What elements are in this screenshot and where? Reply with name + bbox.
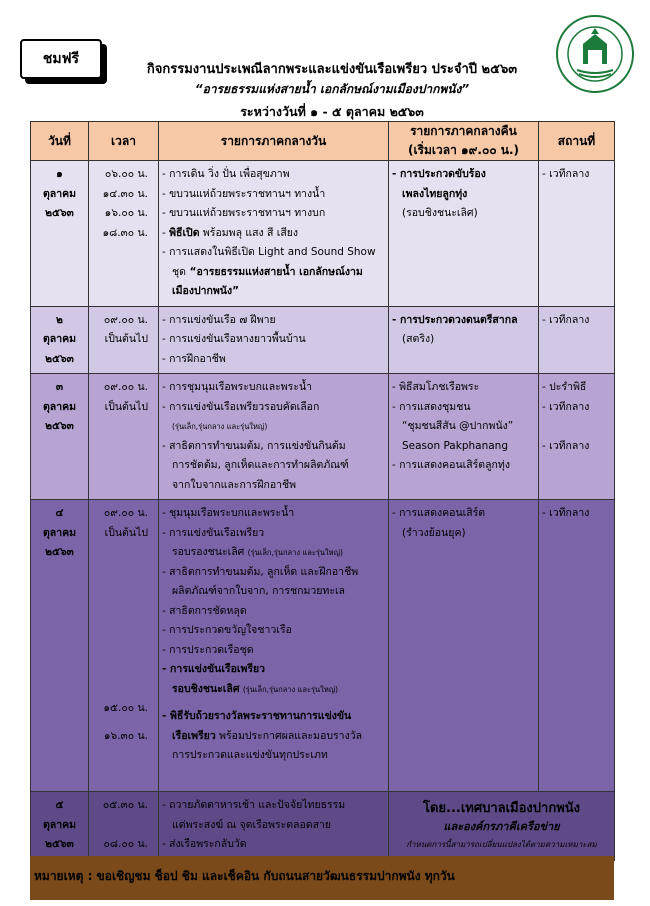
time-entry: เป็นต้นไป [104,526,148,539]
venue-cell [539,161,615,307]
organizer-name: โดย...เทศบาลเมืองปากพนัง [422,801,581,816]
day-cell [31,792,89,861]
activity-item: จากใบจากและการฝึกอาชีพ [172,478,297,491]
venue-cell [539,374,615,500]
time-entry: เป็นต้นไป [104,400,148,413]
activity-item: - การแสดงในพิธีเปิด Light and Sound Show [162,246,376,258]
table-row [31,500,615,792]
activity-item: - การประกวดเรือชุด [162,643,254,656]
time-entry: ๐๕.๓๐ น. [102,799,148,811]
day-number: ๕ [55,799,64,811]
activity-item: - การแข่งขันเรือหางยาวพื้นบ้าน [162,333,306,345]
day-activities-cell [159,374,389,500]
opening-ceremony-detail: พร้อมพลุ แสง สี เสียง [199,226,299,239]
activity-item: แด่พระสงฆ์ ณ จุดเรือพระตลอดสาย [172,818,332,831]
award-race-label: เรือเพรียว [172,729,216,742]
time-cell [89,792,159,861]
night-item: “ชุมชนสีสัน @ปากพนัง” [402,420,514,432]
activity-item: - ชุมนุมเรือพระบกและพระน้ำ [162,507,295,519]
activity-item: การประกวดและแข่งขันทุกประเภท [172,749,328,761]
activity-item: การชัดต้ม, ลูกเห็ดและการทำผลิตภัณฑ์ [172,459,349,471]
day-cell [31,161,89,307]
header-night-title: รายการภาคกลางคืน [410,124,517,138]
time-entry: ๐๙.๐๐ น. [103,381,148,393]
event-dates: ระหว่างวันที่ ๑ - ๕ ตุลาคม ๒๕๖๓ [240,104,424,119]
table-row [31,161,615,307]
night-activities-cell [389,306,539,374]
night-item: - การประกวดขับร้อง [392,168,486,180]
time-spacer [92,680,148,700]
activity-item: - การแข่งขันเรือเพรียว [162,526,265,539]
activity-item: ผลิตภัณฑ์จากใบจาก, การชกมวยทะเล [172,585,345,597]
night-item: - การประกวดวงดนตรีสากล [392,313,518,326]
table-row [31,306,615,374]
header-night-activities [389,122,539,161]
night-activities-cell [389,161,539,307]
time-cell [89,374,159,500]
time-entry: ๑๘.๓๐ น. [102,226,148,239]
activity-item: - การเดิน วิ่ง ปั่น เพื่อสุขภาพ [162,168,290,180]
activity-item [162,543,385,563]
venue-cell [539,306,615,374]
time-spacer [92,641,148,661]
footer-remark: หมายเหตุ : ขอเชิญชม ช็อป ชิม และเช็คอิน กับถนนสายวัฒนธรรมปากพนัง ทุกวัน [30,856,614,900]
day-year: ๒๕๖๓ [45,420,74,432]
venue-item: - เวทีกลาง [542,439,590,452]
time-entry: ๑๖.๐๐ น. [104,207,148,219]
day-month: ตุลาคม [42,818,77,831]
day-month: ตุลาคม [42,333,77,345]
schedule-change-note: กำหนดการนี้สามารถเปลี่ยนแปลงได้ตามความเหมาะสม [406,840,597,849]
time-spacer [92,543,148,563]
time-spacer [92,563,148,583]
night-item: - การแสดงคอนเสิร์ต [392,507,486,519]
header-time: เวลา [89,122,159,161]
venue-item: - เวทีกลาง [542,400,590,413]
award-detail: พร้อมประกาศผลและมอบรางวัล [215,729,363,742]
division-note: (รุ่นเล็ก,รุ่นกลาง และรุ่นใหญ่) [247,548,343,557]
semifinal-label: รอบรองชนะเลิศ [172,546,245,558]
time-spacer [92,660,148,680]
day-activities-cell [159,161,389,307]
time-spacer [92,582,148,602]
time-entry: ๐๙.๐๐ น. [103,507,148,519]
municipality-seal-logo [555,14,635,94]
night-activities-cell [389,500,539,792]
activity-item [162,263,385,283]
final-label: รอบชิงชนะเลิศ [172,682,240,695]
organizer-partners: และองค์กรภาคีเครือข่าย [443,820,560,833]
day-number: ๔ [55,507,64,519]
time-cell [89,306,159,374]
time-spacer [92,719,148,727]
time-cell [89,500,159,792]
activity-item: - พิธีเปิด พร้อมพลุ แสง สี เสียง [162,226,299,239]
activity-item: - ถวายภัตตาหารเช้า และปัจจัยไทยธรรม [162,799,346,811]
day-activities-cell [159,500,389,792]
activity-item: - การประกวดขวัญใจชาวเรือ [162,624,292,636]
day-cell [31,500,89,792]
activity-item: - ส่งเรือพระกลับวัด [162,838,247,850]
division-note: (รุ่นเล็ก,รุ่นกลาง และรุ่นใหญ่) [242,684,339,694]
activity-item: - สาธิตการชัดหลุด [162,604,247,617]
header-day-activities: รายการภาคกลางวัน [159,122,389,161]
day-number: ๑ [56,168,63,180]
activity-item: - สาธิตการทำขนมต้ม, ลูกเห็ด และฝึกอาชีพ [162,565,359,578]
night-item: (รำวงย้อนยุค) [402,526,466,539]
day-cell [31,306,89,374]
venue-spacer [542,417,611,437]
venue-item: - เวทีกลาง [542,507,590,519]
time-spacer [92,602,148,622]
time-entry: เป็นต้นไป [104,333,148,345]
night-item: (รอบชิงชนะเลิศ) [402,207,478,219]
page-title: กิจกรรมงานประเพณีลากพระและแข่งขันเรือเพรียว ประจำปี ๒๕๖๓ [146,62,518,77]
day-number: ๒ [56,313,63,326]
night-item: - การแสดงคอนเสิร์ตลูกทุ่ง [392,459,510,471]
activity-note: (รุ่นเล็ก,รุ่นกลาง และรุ่นใหญ่) [172,422,268,431]
activity-item: - การแข่งขันเรือเพรียว [162,663,266,675]
day-year: ๒๕๖๓ [45,546,74,558]
opening-ceremony-label: พิธีเปิด [169,226,200,239]
header-venue: สถานที่ [539,122,615,161]
table-row [31,792,615,861]
activity-item: เมืองปากพนัง” [172,285,239,297]
activity-item: - ขบวนแห่ถ้วยพระราชทานฯ ทางน้ำ [162,187,326,200]
day-year: ๒๕๖๓ [45,352,74,365]
day-month: ตุลาคม [42,526,77,539]
time-entry: ๐๘.๐๐ น. [103,838,148,850]
time-entry: ๑๕.๐๐ น. [103,702,148,714]
night-item: เพลงไทยลูกทุ่ง [402,187,468,200]
venue-item: - ปะรำพิธี [542,381,587,393]
time-spacer [92,621,148,641]
time-entry: ๐๙.๐๐ น. [103,313,148,326]
activity-item: - ขบวนแห่ถ้วยพระราชทานฯ ทางบก [162,207,326,219]
activity-item: - การฝึกอาชีพ [162,352,226,365]
night-item: - พิธีสมโภชเรือพระ [392,381,480,393]
activity-item: - การแข่งขันเรือ ๗ ฝีพาย [162,313,276,326]
time-spacer [92,816,148,836]
activity-item: - พิธีรับถ้วยรางวัลพระราชทานการแข่งขัน [162,710,352,722]
day-month: ตุลาคม [42,187,77,200]
free-badge: ชมฟรี [20,39,102,79]
activity-item [162,727,385,747]
header-night-time: (เริ่มเวลา ๑๙.๐๐ น.) [407,143,520,157]
time-cell [89,161,159,307]
schedule-table [30,121,615,861]
night-item: (สตริง) [402,333,435,345]
night-item: - การแสดงชุมชน [392,400,471,413]
header-day: วันที่ [31,122,89,161]
time-entry: ๐๖.๐๐ น. [104,168,148,180]
table-header-row [31,122,615,161]
day-activities-cell [159,792,389,861]
venue-item: - เวทีกลาง [542,313,590,326]
day-year: ๒๕๖๓ [45,838,74,850]
activity-item: - การแข่งขันเรือเพรียวรอบคัดเลือก [162,400,320,413]
night-item: Season Pakphanang [402,439,508,452]
day-cell [31,374,89,500]
day-month: ตุลาคม [42,400,77,413]
time-entry: ๑๔.๓๐ น. [102,187,148,200]
day-activities-cell [159,306,389,374]
table-row [31,374,615,500]
venue-item: - เวทีกลาง [542,168,590,180]
day-number: ๓ [55,381,64,393]
activity-item [162,680,385,700]
event-slogan: “อารยธรรมแห่งสายน้ำ เอกลักษณ์งามเมืองปากพนัง” [194,82,470,96]
night-activities-cell [389,374,539,500]
organizer-cell [389,792,615,861]
day-year: ๒๕๖๓ [45,207,74,219]
show-title: “อารยธรรมแห่งสายน้ำ เอกลักษณ์งาม [185,265,363,278]
activity-item: - การชุมนุมเรือพระบกและพระน้ำ [162,381,313,393]
activity-item: - สาธิตการทำขนมต้ม, การแข่งขันกินต้ม [162,439,346,452]
venue-cell [539,500,615,792]
show-set-label: ชุด [172,265,186,278]
time-entry: ๑๖.๓๐ น. [103,729,148,742]
activity-spacer [162,699,385,707]
